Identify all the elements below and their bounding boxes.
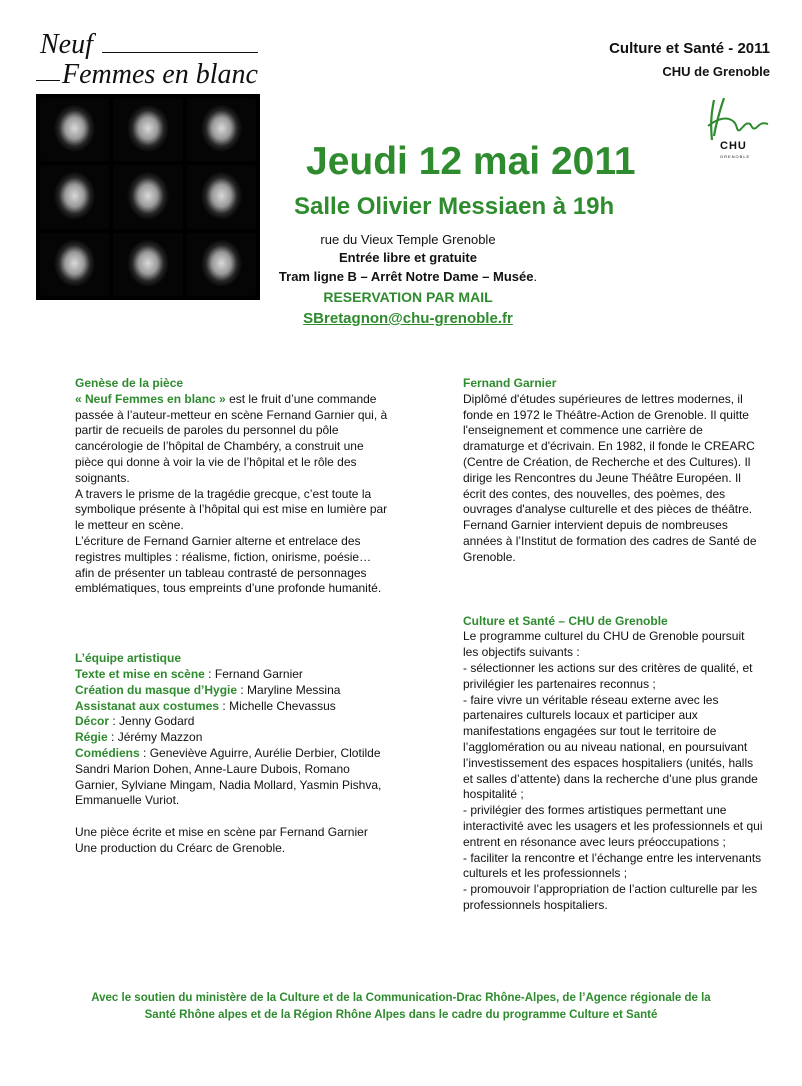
poster-title-line2: Femmes en blanc [62,59,258,90]
poster-rule-bottom [36,80,60,81]
event-entry: Entrée libre et gratuite [339,250,477,265]
header-title: Culture et Santé - 2011 [609,40,770,57]
genese-heading: Genèse de la pièce [75,376,184,390]
portrait-photo [40,98,109,161]
equipe-person: Maryline Messina [247,682,341,697]
equipe-sep: : [139,745,150,760]
equipe-role: Décor [75,714,110,729]
equipe-person: Michelle Chevassus [229,698,336,713]
event-address: rue du Vieux Temple Grenoble [320,232,496,247]
culture-item: - faciliter la rencontre et l’échange entre les intervenants culturels et les professionnels ; [463,850,762,881]
equipe-sep: : [107,730,118,745]
equipe-person: Geneviève Aguirre, Aurélie Derbier, Clotilde Sandri Marion Dohen, Anne-Laure Dubois, Romano Garnier, Sylviane Mingam, Nadia Mollard, Yasmin Pishva, Emmanuelle Vuriot. [75,745,382,808]
header-subtitle: CHU de Grenoble [662,64,770,79]
equipe-heading: L’équipe artistique [75,651,182,666]
logo-subtext: GRENOBLE [720,154,751,159]
tram-end: . [533,269,538,284]
poster-rule-top [102,52,258,53]
genese-paragraph-3: L’écriture de Fernand Garnier alterne et entrelace des registres multiples : réalisme, fiction, onirisme, poésie… afin de présenter un tableau contrasté de personnages emblématiques, tous empreints d’une profonde humanité. [75,533,382,596]
event-venue: Salle Olivier Messiaen à 19h [294,193,615,220]
genese-p1-text: est le fruit d’une commande passée à l’auteur-metteur en scène Fernand Garnier qui, à partir de recueils de paroles du personnel du pôle cancérologie de l’hôpital de Chambéry, a construit une pièce qui donne à voir la vie de l’hôpital et le rôle des soignants. [75,391,388,485]
culture-item: - faire vivre un véritable réseau externe avec les partenaires culturels locaux et participer aux manifestations engagées sur tout le territoire de l’agglomération ou au niveau national, en poursuivant l’investissement des espaces hospitaliers (unités, halls et salles d’attente) dans la recherche d’une plus grande hospitalité ; [463,692,758,802]
equipe-person: Fernand Garnier [214,666,303,681]
culture-item: - promouvoir l’appropriation de l’action culturelle par les professionnels hospitaliers. [463,882,758,912]
logo-text: CHU [720,140,747,152]
poster-title-line1: Neuf [40,29,93,60]
credit-line: Une production du Créarc de Grenoble. [75,840,286,855]
left-column [75,376,393,857]
portrait-photo [187,98,256,161]
portrait-photo [40,233,109,296]
equipe-role: Texte et mise en scène [75,666,205,681]
culture-heading: Culture et Santé – CHU de Grenoble [463,613,668,628]
equipe-item [75,714,393,730]
play-title-quote: « Neuf Femmes en blanc » [75,391,226,406]
footer-sponsors [60,990,742,1024]
portrait-photo [187,165,256,228]
reservation-label: RESERVATION PAR MAIL [323,289,493,305]
equipe-sep: : [237,682,248,697]
equipe-role: Régie [75,730,108,745]
tram-text: Tram ligne B – Arrêt Notre Dame – Musée [278,269,534,284]
portrait-photo [113,165,182,228]
equipe-sep: : [219,698,230,713]
equipe-person: Jérémy Mazzon [117,730,203,745]
equipe-item [75,683,393,699]
garnier-bio: Diplômé d'études supérieures de lettres modernes, il fonde en 1972 le Théâtre-Action de Grenoble. Il quitte l'enseignement et commence une carrière de dramaturge et d'écrivain. En 1982, il fonde le CREARC (Centre de Création, de Recherche et des Cultures). Il dirige les Rencontres du Jeune Théâtre Européen. Il écrit des contes, des nouvelles, des poèmes, des ouvrages d'analyse culturelle et des pièces de théâtre. Fernand Garnier intervient depuis de nombreuses années à l’Institut de formation des cadres de Santé de Grenoble. [463,391,757,564]
footer-line: Avec le soutien du ministère de la Culture et de la Communication-Drac Rhône-Alpes, de l’Agence régionale de la [91,992,711,1004]
equipe-role: Comédiens [75,745,140,760]
event-date: Jeudi 12 mai 2011 [306,140,636,183]
equipe-item [75,699,393,715]
equipe-person: Jenny Godard [119,714,195,729]
equipe-role: Assistanat aux costumes [75,698,220,713]
equipe-sep: : [109,714,120,729]
chu-logo-icon [700,96,772,162]
garnier-heading: Fernand Garnier [463,376,557,390]
genese-paragraph-2: A travers le prisme de la tragédie grecque, c’est toute la symbolique présente à l’hôpital qui est mise en lumière par le metteur en scène. [75,486,388,533]
credit-line: Une pièce écrite et mise en scène par Fernand Garnier [75,825,368,840]
reservation-email-link[interactable]: SBretagnon@chu-grenoble.fr [303,310,513,327]
event-tram [218,269,598,284]
equipe-item [75,746,393,809]
culture-intro: Le programme culturel du CHU de Grenoble poursuit les objectifs suivants : [463,629,745,660]
culture-item: - privilégier des formes artistiques permettant une interactivité avec les usagers et les professionnels et qui entrent en résonance avec leurs préoccupations ; [463,803,763,849]
equipe-role: Création du masque d’Hygie [75,682,238,697]
equipe-item [75,667,393,683]
equipe-item [75,730,393,746]
equipe-sep: : [204,666,215,681]
portrait-photo [40,165,109,228]
genese-paragraph-1 [75,392,393,487]
right-column [463,376,763,914]
portrait-photo [113,233,182,296]
culture-item: - sélectionner les actions sur des critères de qualité, et privilégier les partenaires reconnus ; [463,660,753,691]
portrait-photo [113,98,182,161]
chu-signature-icon [700,96,772,144]
footer-line: Santé Rhône alpes et de la Région Rhône Alpes dans le cadre du programme Culture et Santé [144,1009,658,1021]
